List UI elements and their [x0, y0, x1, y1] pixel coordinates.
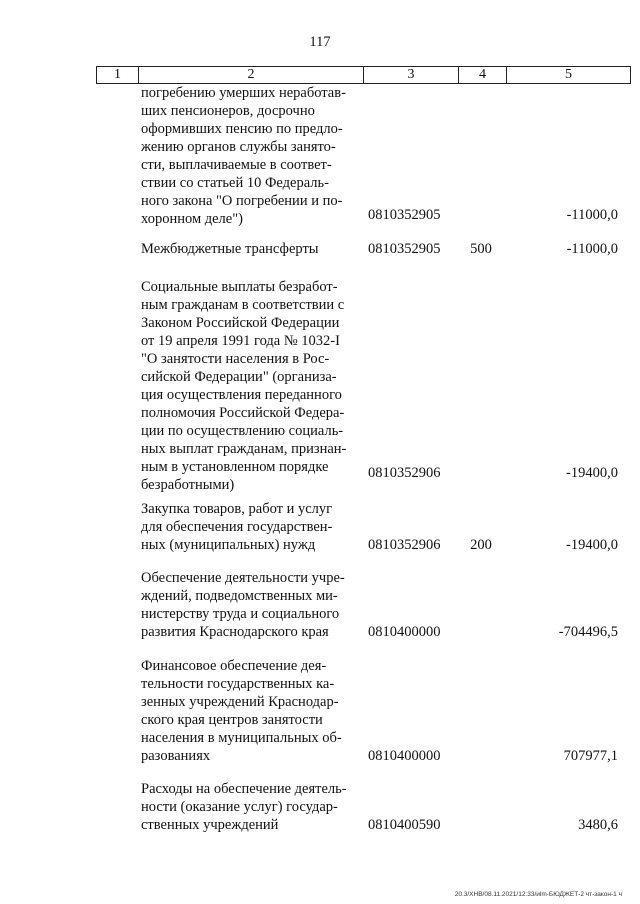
row-description: Социальные выплаты безработ- ным гражданам в соответствии с Законом Российской Федерации от 19 апреля 1991 года № 1032-I "О занятости населения в Рос- сийской Федерации" (организа- ция осуществления переданного полномочия Российской Федера- ции по осуществлению социаль- ных выплат гражданам, признан- ным в установленном порядке безработными) — [141, 279, 347, 493]
column-header-1: 1 — [97, 67, 139, 83]
row-code: 0810400590 — [368, 817, 441, 833]
row-description: Закупка товаров, работ и услуг для обеспечения государствен- ных (муниципальных) нужд — [141, 501, 333, 553]
row-amount: -11000,0 — [566, 207, 618, 223]
table-header — [96, 66, 631, 84]
row-expense-type: 500 — [470, 241, 492, 257]
row-description: Межбюджетные трансферты — [141, 241, 319, 257]
row-amount: -19400,0 — [566, 465, 618, 481]
row-amount: -11000,0 — [566, 241, 618, 257]
row-description: погребению умерших неработав- ших пенсионеров, досрочно оформивших пенсию по предло- жению органов службы занято- сти, выплачиваемые в соответ- ствии со статьей 10 Федераль- ного закона "О погребении и по- хоронном деле") — [141, 85, 346, 227]
column-header-4: 4 — [459, 67, 507, 83]
row-amount: -19400,0 — [566, 537, 618, 553]
row-amount: 3480,6 — [578, 817, 618, 833]
row-code: 0810352906 — [368, 537, 441, 553]
column-header-5: 5 — [565, 67, 572, 82]
row-amount: -704496,5 — [558, 624, 618, 640]
row-amount: 707977,1 — [563, 748, 618, 764]
row-expense-type: 200 — [470, 537, 492, 553]
row-description: Расходы на обеспечение деятель- ности (оказание услуг) государ- ственных учреждений — [141, 781, 347, 833]
document-footer-stamp: 20.3/XHB/08.11.2021/12:33/иlm-БЮДЖЕТ-2 чт-закон-1 ч — [454, 891, 622, 898]
row-code: 0810352905 — [368, 241, 441, 257]
row-code: 0810400000 — [368, 624, 441, 640]
column-header-3: 3 — [364, 67, 459, 83]
row-description: Обеспечение деятельности учре- ждений, подведомственных ми- нистерству труда и социального развития Краснодарского края — [141, 570, 345, 640]
page-number: 117 — [309, 34, 331, 50]
row-code: 0810352906 — [368, 465, 441, 481]
row-code: 0810400000 — [368, 748, 441, 764]
row-code: 0810352905 — [368, 207, 441, 223]
row-description: Финансовое обеспечение дея- тельности государственных ка- зенных учреждений Краснодар- ского края центров занятости населения в муниципальных об- разованиях — [141, 658, 342, 764]
column-header-2: 2 — [139, 67, 364, 83]
